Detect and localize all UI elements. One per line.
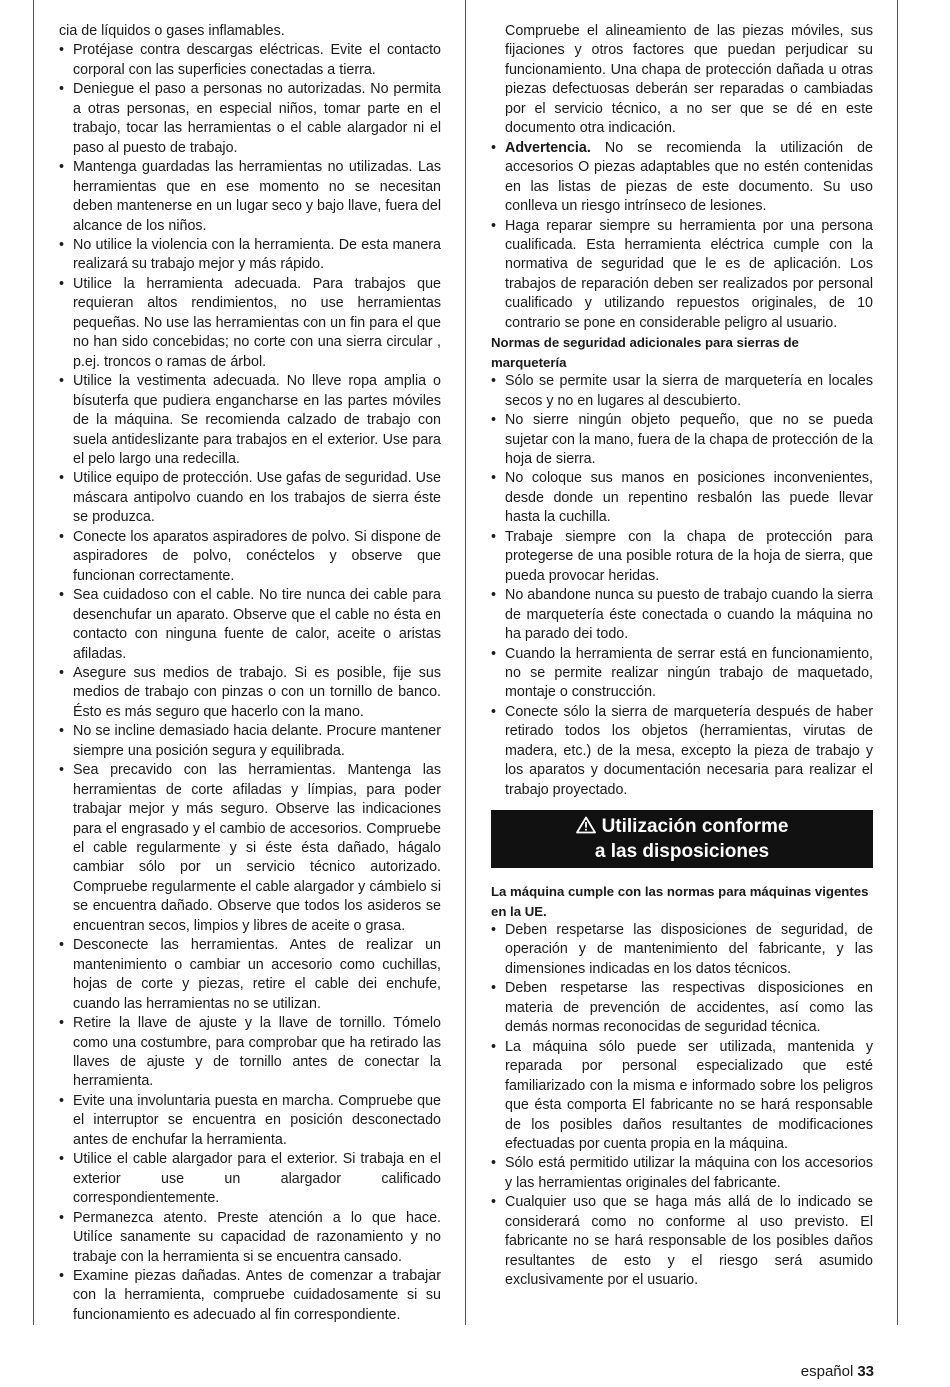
list-item: • No sierre ningún objeto pequeño, que no se pueda sujetar con la mano, fuera de la chapa de protección de la hoja de sierra.	[491, 411, 873, 469]
list-item: • Protéjase contra descargas eléctricas. Evite el contacto corporal con las superficies conectadas a tierra.	[59, 41, 441, 80]
list-item: • Utilice la vestimenta adecuada. No lleve ropa amplia o bísuterfa que pudiera engancharse en las partes móviles de la máquina. Se recomienda calzado de trabajo con suela antideslizante para trabajos en el exterior. Use para el pelo largo una redecilla.	[59, 372, 441, 469]
additional-rules-list	[491, 372, 873, 800]
list-item: • Deben respetarse las respectivas disposiciones en materia de prevención de accidentes, así como las demás normas reconocidas de seguridad técnica.	[491, 979, 873, 1037]
list-item: • Conecte los aparatos aspiradores de polvo. Si dispone de aspiradores de polvo, conéctelos y observe que funcionan correctamente.	[59, 528, 441, 586]
list-item: • Cualquier uso que se haga más allá de lo indicado se considerará como no conforme al uso previsto. El fabricante no se hará responsable de los posibles daños resultantes de esto y el riesgo será asumido exclusivamente por el usuario.	[491, 1193, 873, 1290]
list-item: • Deniegue el paso a personas no autorizadas. No permita a otras personas, en especial niños, tomar parte en el trabajo, tocar las herramientas o el cable alargador ni el paso al puesto de trabajo.	[59, 80, 441, 158]
banner-title-line-1: Utilización conforme	[601, 816, 789, 838]
warning-label: Advertencia.	[505, 139, 591, 156]
section-banner	[491, 810, 873, 868]
intro-text: cia de líquidos o gases inflamables.	[59, 23, 285, 39]
list-item: • Conecte sólo la sierra de marquetería después de haber retirado todos los objetos (herramientas, virutas de madera, etc.) de la mesa, excepto la pieza de trabajo y los aparatos y documentación necesaria para realizar el trabajo proyectado.	[491, 703, 873, 800]
left-column	[59, 22, 441, 1325]
list-item: • Sólo se permite usar la sierra de marquetería en locales secos y no en lugares al descubierto.	[491, 372, 873, 411]
list-item: • Sólo está permitido utilizar la máquina con los accesorios y las herramientas originales del fabricante.	[491, 1154, 873, 1193]
right-column	[491, 22, 873, 1291]
left-margin-rule	[33, 0, 34, 1325]
list-item: • No se incline demasiado hacia delante. Procure mantener siempre una posición segura y equilibrada.	[59, 722, 441, 761]
list-item: • Utilice la herramienta adecuada. Para trabajos que requieran altos rendimientos, no use herramientas pequeñas. No use las herramientas con un fin para el que no han sido concebidas; no corte con una sierra circular , p.ej. troncos o ramas de árbol.	[59, 275, 441, 372]
page-footer	[801, 1362, 874, 1382]
conformity-list	[491, 921, 873, 1291]
additional-rules-heading: Normas de seguridad adicionales para sierras de marquetería	[491, 335, 799, 370]
warning-triangle-icon	[576, 816, 596, 834]
warning-text: No se recomienda la utilización de accesorios O piezas adaptables que no estén contenidas en las listas de piezas de este documento. Su uso conlleva un riesgo intrínseco de lesiones.	[505, 139, 873, 215]
conformity-heading: La máquina cumple con las normas para máquinas vigentes en la UE.	[491, 884, 869, 919]
list-item: • Permanezca atento. Preste atención a lo que hace. Utilíce sanamente su capacidad de razonamiento y no trabaje con la herramienta si se encuentra cansado.	[59, 1209, 441, 1267]
list-item: • Mantenga guardadas las herramientas no utilizadas. Las herramientas que en ese momento no se necesitan deben mantenerse en un lugar seco y bajo llave, fuera del alcance de los niños.	[59, 158, 441, 236]
list-item: • Desconecte las herramientas. Antes de realizar un mantenimiento o cambiar un accesorio como cuchillas, hojas de corte y piezas, retire el cable dei enchufe, cuando las herramientas no se utilizan.	[59, 936, 441, 1014]
page-number: 33	[857, 1363, 874, 1380]
center-divider-rule	[465, 0, 466, 1325]
safety-list	[59, 41, 441, 1325]
footer-language: español	[800, 1363, 854, 1380]
list-item: • Trabaje siempre con la chapa de protección para protegerse de una posible rotura de la hoja de sierra, que pueda provocar heridas.	[491, 528, 873, 586]
list-item: • Utilice equipo de protección. Use gafas de seguridad. Use máscara antipolvo cuando en los trabajos de sierra éste se produzca.	[59, 469, 441, 527]
list-item-continuation: Compruebe el alineamiento de las piezas móviles, sus fijaciones y otros factores que puedan perjudicar su funcionamiento. Una chapa de protección dañada u otras piezas defectuosas deberán ser reparadas o cambiadas por el servicio técnico, a no ser que se dé en este documento otra indicación.	[505, 23, 873, 137]
banner-line-1	[491, 814, 873, 839]
list-item: • Evite una involuntaria puesta en marcha. Compruebe que el interruptor se encuentra en posición desconectado antes de enchufar la herramienta.	[59, 1092, 441, 1150]
list-item: • Asegure sus medios de trabajo. Si es posible, fije sus medios de trabajo con pinzas o con un tornillo de banco. Ésto es más seguro que hacerlo con la mano.	[59, 664, 441, 722]
list-item: • Sea cuidadoso con el cable. No tire nunca dei cable para desenchufar un aparato. Observe que el cable no ésta en contacto con ninguna fuente de calor, aceite o aristas afiladas.	[59, 586, 441, 664]
list-item: • La máquina sólo puede ser utilizada, mantenida y reparada por personal especializado que esté familiarizado con la misma e informado sobre los peligros que ésta comporta El fabricante no se hará responsable de los posibles daños resultantes de modificaciones efectuadas por cuenta propia en la máquina.	[491, 1038, 873, 1155]
list-item: • No utilice la violencia con la herramienta. De esta manera realizará su trabajo mejor y más rápido.	[59, 236, 441, 275]
list-item: • Examine piezas dañadas. Antes de comenzar a trabajar con la herramienta, compruebe cuidadosamente si su funcionamiento es adecuado al fin correspondiente.	[59, 1267, 441, 1325]
list-item-warning	[491, 139, 873, 217]
list-item: • Utilice el cable alargador para el exterior. Si trabaja en el exterior use un alargador calificado correspondientemente.	[59, 1150, 441, 1208]
right-margin-rule	[897, 0, 898, 1325]
list-item: • Cuando la herramienta de serrar está en funcionamiento, no se permite realizar ningún trabajo de maquetado, montaje o construcción.	[491, 645, 873, 703]
list-item: • Sea precavido con las herramientas. Mantenga las herramientas de corte afiladas y límpias, para poder trabajar mejor y más seguro. Observe las indicaciones para el engrasado y el cambio de accesorios. Compruebe el cable regularmente y si éste ésta dañado, hágalo cambiar sólo por un servicio técnico autorizado. Compruebe regularmente el cable alargador y cámbielo si se encuentra dañado. Observe que todos los asideros se encuentran secos, limpios y libres de aceite o grasa.	[59, 761, 441, 936]
list-item: • Deben respetarse las disposiciones de seguridad, de operación y de mantenimiento del fabricante, y las dimensiones indicadas en los datos técnicos.	[491, 921, 873, 979]
banner-title-line-2: a las disposiciones	[594, 841, 770, 863]
list-item: • No abandone nunca su puesto de trabajo cuando la sierra de marquetería éste conectada o cuando la máquina no ha parado dei todo.	[491, 586, 873, 644]
list-item: • Haga reparar siempre su herramienta por una persona cualificada. Esta herramienta eléctrica cumple con la normativa de seguridad que le es de aplicación. Los trabajos de reparación deben ser realizados por personal cualificado y utilizando repuestos originales, de 10 contrario se pone en considerable peligro al usuario.	[491, 217, 873, 334]
continued-list	[491, 22, 873, 333]
list-item: • Retire la llave de ajuste y la llave de tornillo. Tómelo como una costumbre, para comprobar que ha retirado las llaves de ajuste y de tornillo antes de conectar la herramienta.	[59, 1014, 441, 1092]
list-item: • No coloque sus manos en posiciones inconvenientes, desde donde un repentino resbalón las puede llevar hasta la cuchilla.	[491, 469, 873, 527]
